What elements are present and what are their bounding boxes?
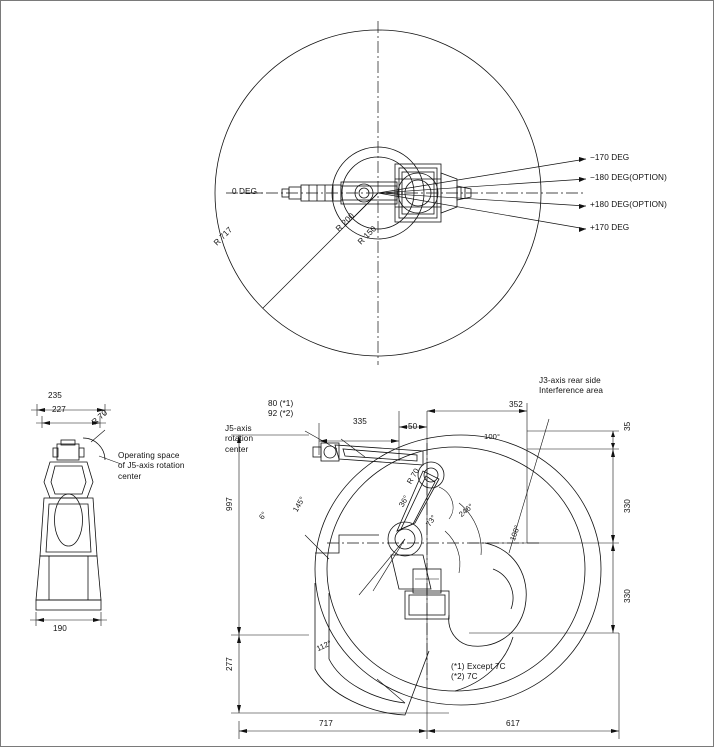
label-angle-246: 246° bbox=[457, 501, 476, 519]
note-operating-space-line-1: Operating space bbox=[118, 451, 180, 460]
label-235: 235 bbox=[48, 391, 62, 400]
label-335: 335 bbox=[353, 417, 367, 426]
label-330-upper: 330 bbox=[623, 499, 632, 513]
label-277: 277 bbox=[225, 657, 234, 671]
label-angle-36: 36° bbox=[397, 493, 411, 509]
label-plus-180-deg-option: +180 DEG(OPTION) bbox=[590, 200, 667, 209]
label-angle-100: 100° bbox=[484, 432, 501, 441]
angle-fan-lines bbox=[378, 159, 586, 229]
label-0-deg: 0 DEG bbox=[232, 187, 258, 196]
label-50: 50 bbox=[408, 422, 418, 431]
label-617: 617 bbox=[506, 719, 520, 728]
side-top-dimensions bbox=[319, 403, 527, 543]
label-angle-6: 6° bbox=[257, 509, 269, 522]
front-view-drawing bbox=[9, 386, 209, 686]
label-r200: R 200 bbox=[334, 211, 357, 234]
robot-side-view bbox=[313, 443, 481, 619]
callout-j5-line-3: center bbox=[225, 444, 249, 454]
label-r70-side: R 70 bbox=[405, 466, 422, 486]
label-227: 227 bbox=[52, 405, 66, 414]
label-35: 35 bbox=[623, 421, 632, 431]
side-center-lines bbox=[327, 443, 539, 683]
j3-interference-area bbox=[467, 543, 526, 646]
callout-j3-rear-side-line-2: Interference area bbox=[539, 386, 604, 396]
note-operating-space-line-2: of J5-axis rotation bbox=[118, 461, 185, 471]
label-352: 352 bbox=[509, 400, 523, 409]
label-997: 997 bbox=[225, 497, 234, 511]
angle-arrowheads bbox=[579, 157, 586, 232]
label-r70-front: R 70 bbox=[90, 408, 110, 427]
label-minus-180-deg-option: −180 DEG(OPTION) bbox=[590, 173, 667, 182]
callout-j5-line-1: J5-axis bbox=[225, 424, 252, 433]
footnote-1: (*1) Except 7C bbox=[451, 662, 506, 671]
label-r150: R 150 bbox=[356, 224, 379, 247]
callout-j3-rear-side-line-1: J3-axis rear side bbox=[539, 376, 601, 385]
footnote-2: (*2) 7C bbox=[451, 672, 478, 682]
side-view-drawing bbox=[209, 383, 709, 743]
label-angle-108: 108° bbox=[508, 523, 522, 543]
label-plus-170-deg: +170 DEG bbox=[590, 223, 630, 232]
note-operating-space bbox=[118, 451, 185, 482]
envelope-inner-side bbox=[327, 447, 585, 691]
robot-front-silhouette bbox=[36, 440, 101, 610]
callout-92-line: 92 (*2) bbox=[268, 409, 294, 419]
callout-j3-rear-side bbox=[539, 376, 603, 397]
label-330-lower: 330 bbox=[623, 589, 632, 603]
callout-j5-line-2: rotation bbox=[225, 434, 254, 444]
note-operating-space-line-3: center bbox=[118, 471, 142, 481]
callout-80-92 bbox=[268, 399, 293, 420]
callout-80-line: 80 (*1) bbox=[268, 399, 294, 408]
label-190: 190 bbox=[53, 624, 67, 633]
callout-j5-rotation-center bbox=[225, 424, 253, 455]
radius-leaders bbox=[263, 193, 378, 308]
label-r717: R 717 bbox=[212, 225, 235, 248]
label-angle-73: 73° bbox=[424, 513, 439, 529]
label-minus-170-deg: −170 DEG bbox=[590, 153, 630, 162]
footnotes bbox=[451, 662, 506, 683]
label-angle-112: 112° bbox=[315, 638, 333, 654]
side-bottom-dimensions bbox=[239, 543, 619, 739]
label-717: 717 bbox=[319, 719, 333, 728]
label-angle-145: 145° bbox=[291, 495, 307, 514]
top-view-drawing bbox=[1, 1, 714, 381]
